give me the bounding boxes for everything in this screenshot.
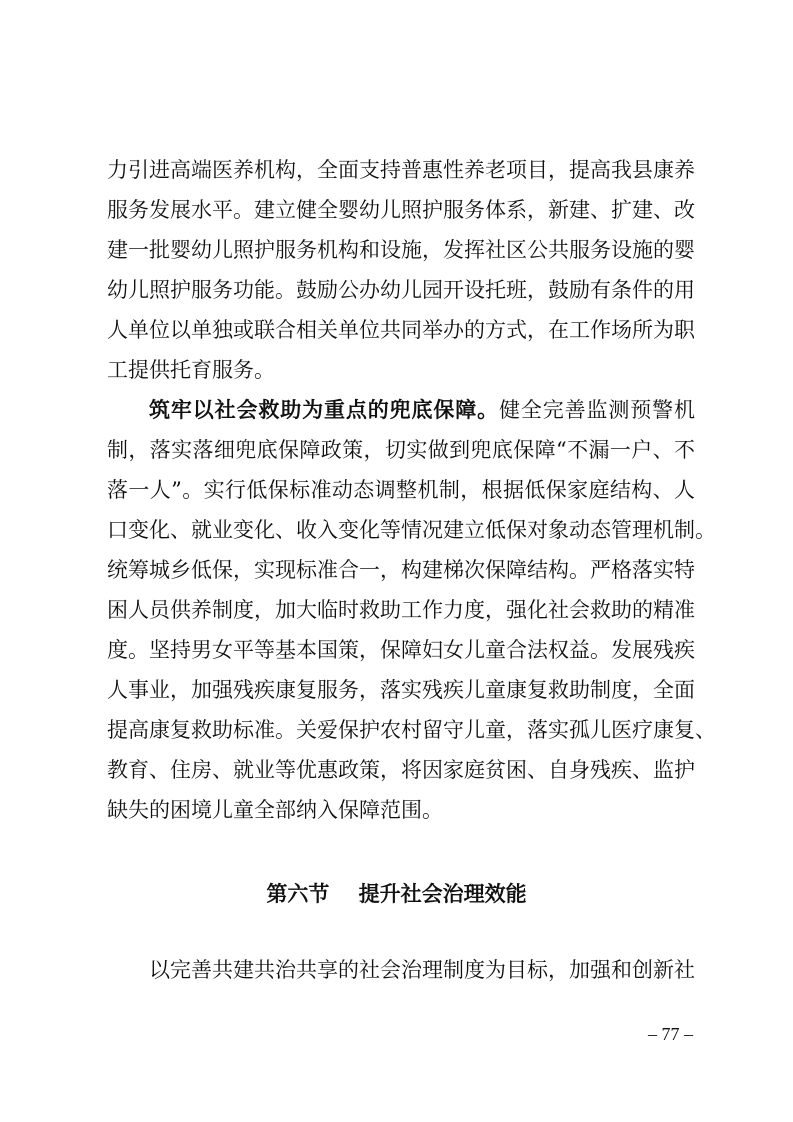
paragraph-2-line-9: 提高康复救助标准。关爱保护农村留守儿童，落实孤儿医疗康复、 [107, 718, 716, 742]
paragraph-2-line-10: 教育、住房、就业等优惠政策，将因家庭贫困、自身残疾、监护 [107, 758, 695, 782]
paragraph-2-bold-lead: 筑牢以社会救助为重点的兜底保障。 [149, 398, 499, 422]
paragraph-2-line-6: 困人员供养制度，加大临时救助工作力度，强化社会救助的精准 [107, 598, 695, 622]
paragraph-2-line-11: 缺失的困境儿童全部纳入保障范围。 [107, 798, 443, 822]
paragraph-1-line-3: 建一批婴幼儿照护服务机构和设施，发挥社区公共服务设施的婴 [107, 238, 695, 262]
paragraph-2-line-1 [149, 390, 695, 430]
paragraph-1-line-5: 人单位以单独或联合相关单位共同举办的方式，在工作场所为职 [107, 318, 695, 342]
paragraph-2-first-line-rest: 健全完善监测预警机 [499, 398, 695, 422]
paragraph-2-line-4: 口变化、就业变化、收入变化等情况建立低保对象动态管理机制。 [107, 518, 716, 542]
paragraph-1-line-2: 服务发展水平。建立健全婴幼儿照护服务体系，新建、扩建、改 [107, 198, 695, 222]
page-number: – 77 – [648, 1024, 693, 1044]
paragraph-1-line-1: 力引进高端医养机构，全面支持普惠性养老项目，提高我县康养 [107, 158, 695, 182]
paragraph-2-line-8: 人事业，加强残疾康复服务，落实残疾儿童康复救助制度，全面 [107, 678, 695, 702]
paragraph-2-line-7: 度。坚持男女平等基本国策，保障妇女儿童合法权益。发展残疾 [107, 638, 695, 662]
paragraph-3-line-1: 以完善共建共治共享的社会治理制度为目标，加强和创新社 [149, 958, 695, 982]
paragraph-1-line-4: 幼儿照护服务功能。鼓励公办幼儿园开设托班，鼓励有条件的用 [107, 278, 695, 302]
paragraph-2-line-3: 落一人”。实行低保标准动态调整机制，根据低保家庭结构、人 [107, 478, 695, 502]
section-heading: 第六节 提升社会治理效能 [266, 882, 527, 906]
paragraph-2-line-5: 统筹城乡低保，实现标准合一，构建梯次保障结构。严格落实特 [107, 558, 695, 582]
paragraph-1-line-6: 工提供托育服务。 [107, 358, 275, 382]
paragraph-2-line-2: 制，落实落细兜底保障政策，切实做到兜底保障“不漏一户、不 [107, 438, 695, 462]
